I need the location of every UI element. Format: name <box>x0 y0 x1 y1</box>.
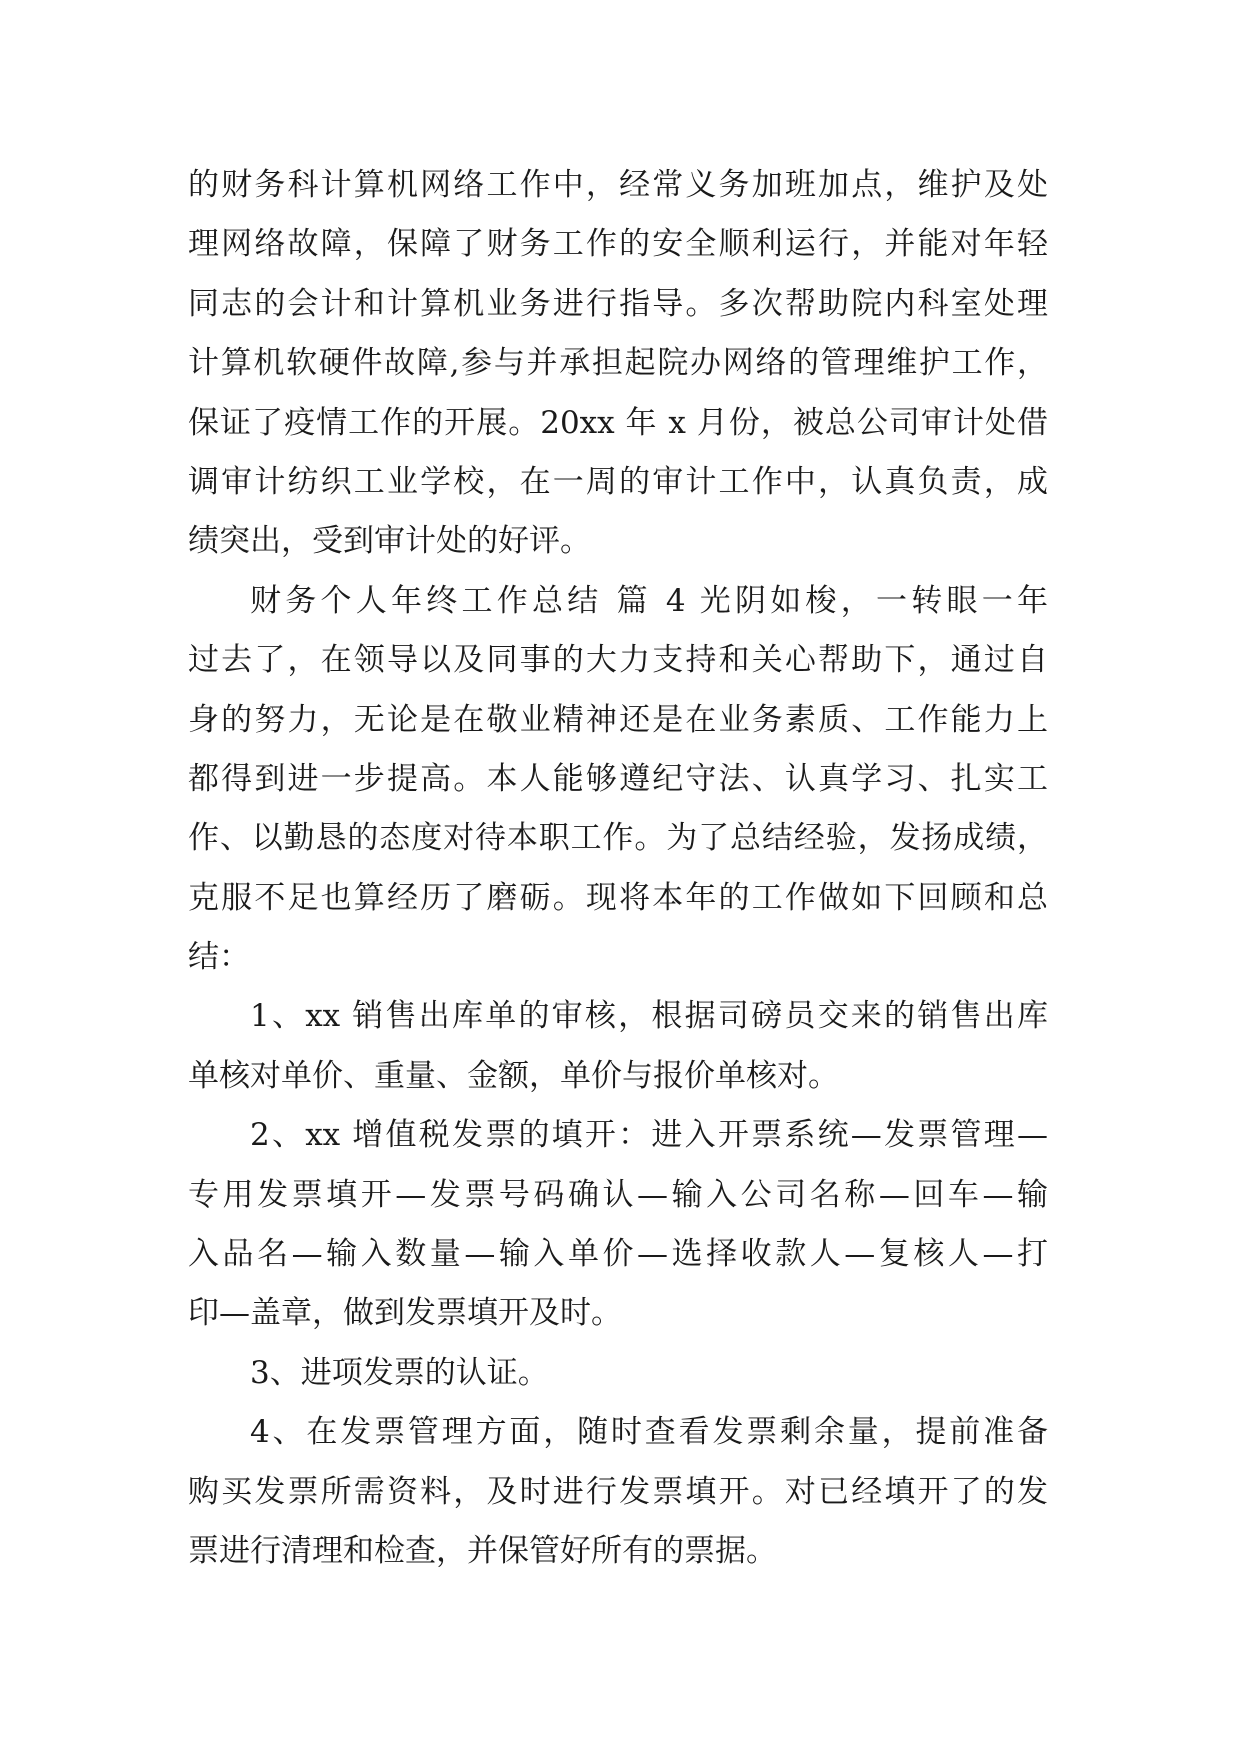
text-line: 身的努力，无论是在敬业精神还是在业务素质、工作能力上 <box>188 701 1048 738</box>
text-line: 过去了，在领导以及同事的大力支持和关心帮助下，通过自 <box>188 642 1048 679</box>
text-line: 的财务科计算机网络工作中，经常义务加班加点，维护及处 <box>188 167 1048 203</box>
text-line: 购买发票所需资料，及时进行发票填开。对已经填开了的发 <box>188 1473 1048 1510</box>
text-line: 保证了疫情工作的开展。20xx 年 x 月份，被总公司审计处借 <box>188 404 1048 441</box>
text-line: 3、进项发票的认证。 <box>250 1354 549 1391</box>
text-line: 单核对单价、重量、金额，单价与报价单核对。 <box>188 1057 839 1094</box>
text-line: 同志的会计和计算机业务进行指导。多次帮助院内科室处理 <box>188 285 1048 322</box>
text-line: 1、xx 销售出库单的审核，根据司磅员交来的销售出库 <box>250 998 1048 1035</box>
document-body <box>188 156 1048 1581</box>
text-line: 4、在发票管理方面，随时查看发票剩余量，提前准备 <box>250 1414 1048 1451</box>
text-line: 都得到进一步提高。本人能够遵纪守法、认真学习、扎实工 <box>188 760 1048 797</box>
text-line: 作、以勤恳的态度对待本职工作。为了总结经验，发扬成绩， <box>188 820 1048 857</box>
text-line: 结： <box>188 939 250 976</box>
text-line: 印—盖章，做到发票填开及时。 <box>188 1295 622 1332</box>
text-line: 2、xx 增值税发票的填开：进入开票系统—发票管理— <box>250 1117 1048 1154</box>
text-line: 计算机软硬件故障,参与并承担起院办网络的管理维护工作， <box>188 345 1048 382</box>
text-line: 票进行清理和检查，并保管好所有的票据。 <box>188 1532 777 1569</box>
text-line: 入品名—输入数量—输入单价—选择收款人—复核人—打 <box>188 1236 1048 1273</box>
text-line: 调审计纺织工业学校，在一周的审计工作中，认真负责，成 <box>188 463 1048 500</box>
text-line: 财务个人年终工作总结 篇 4 光阴如梭，一转眼一年 <box>250 582 1048 619</box>
text-line: 理网络故障，保障了财务工作的安全顺利运行，并能对年轻 <box>188 226 1048 263</box>
text-line: 绩突出，受到审计处的好评。 <box>188 523 591 560</box>
text-line: 专用发票填开—发票号码确认—输入公司名称—回车—输 <box>188 1176 1048 1213</box>
text-line: 克服不足也算经历了磨砺。现将本年的工作做如下回顾和总 <box>188 879 1048 916</box>
